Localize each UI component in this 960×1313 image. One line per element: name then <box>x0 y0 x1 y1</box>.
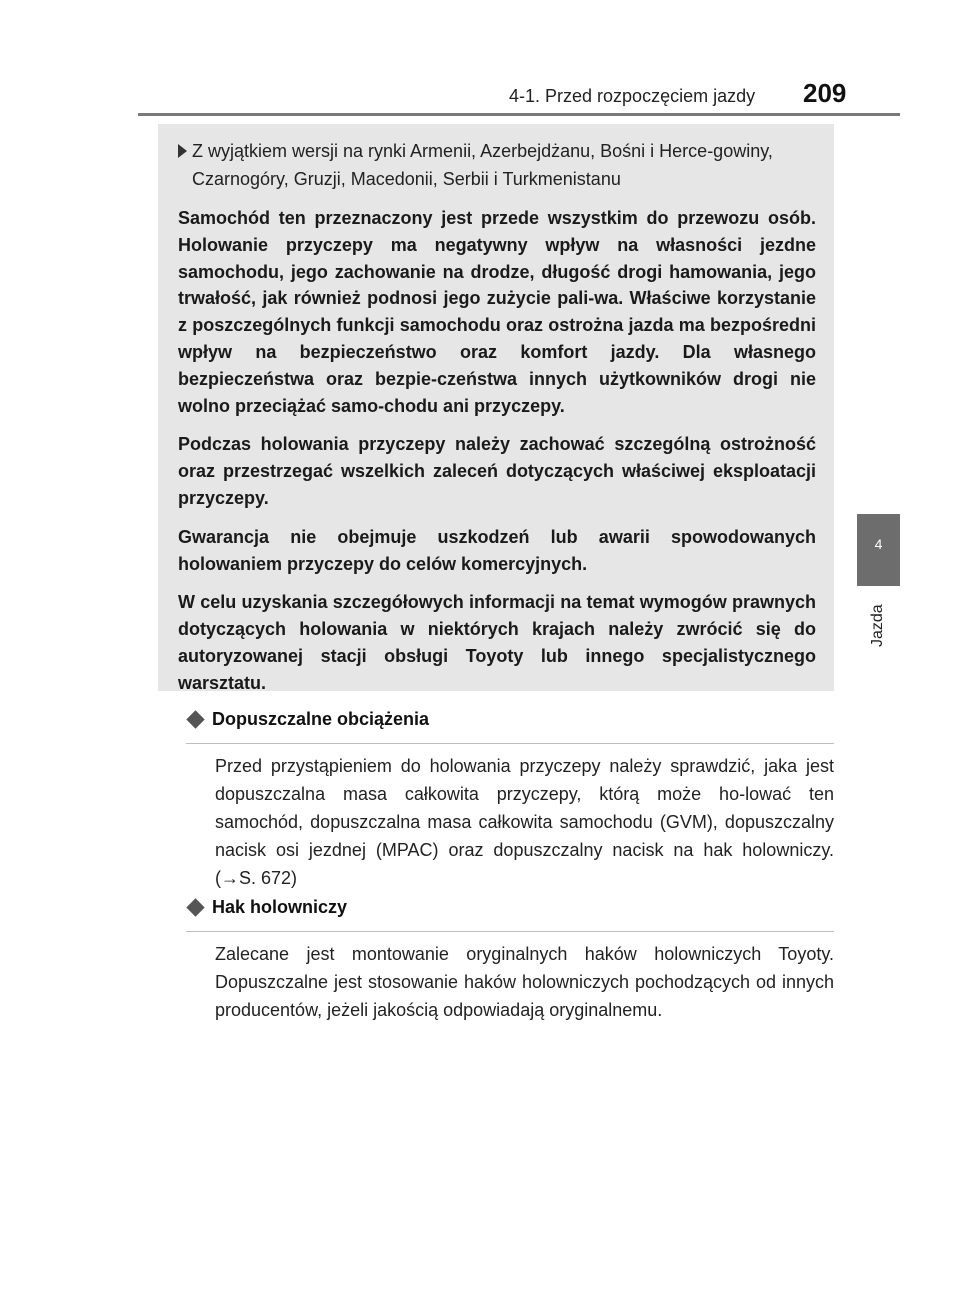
page-number: 209 <box>803 78 847 108</box>
diamond-icon <box>186 898 204 916</box>
section-body: Przed przystąpieniem do holowania przyczepy należy sprawdzić, jaka jest dopuszczalna masa całkowita przyczepy, którą może ho-lować ten samochód, dopuszczalna masa całkowita samochodu (GVM), dopuszczalny nacisk osi jezdnej (MPAC) oraz dopuszczalny nacisk na hak holowniczy. (→S. 672) <box>215 756 834 888</box>
notice-paragraph: Gwarancja nie obejmuje uszkodzeń lub awarii spowodowanych holowaniem przyczepy do celów komercyjnych. <box>178 526 816 574</box>
notice-bullet <box>178 137 816 193</box>
chapter-label: Jazda <box>869 604 886 648</box>
section-tow-hitch <box>186 892 834 1024</box>
section-title: Dopuszczalne obciążenia <box>212 708 430 729</box>
section-body: Zalecane jest montowanie oryginalnych haków holowniczych Toyoty. Dopuszczalne jest stosowanie haków holowniczych pochodzących od innych producentów, jeżeli jakością odpowiadają oryginalnemu. <box>215 944 834 1020</box>
section-divider <box>186 743 834 744</box>
chapter-tab[interactable] <box>857 514 900 586</box>
section-heading <box>186 892 834 922</box>
section-title: Hak holowniczy <box>212 896 348 917</box>
notice-paragraph: Podczas holowania przyczepy należy zachować szczególną ostrożność oraz przestrzegać wszelkich zaleceń dotyczących właściwej eksploatacji przyczepy. <box>178 434 816 508</box>
section-heading <box>186 704 834 734</box>
notice-paragraph: Samochód ten przeznaczony jest przede wszystkim do przewozu osób. Holowanie przyczepy ma negatywny wpływ na własności jezdne samochodu, jego zachowanie na drodze, długość drogi hamowania, jego trwałość, jak również podnosi jego zużycie pali-wa. Właściwe korzystanie z poszczególnych funkcji samochodu oraz ostrożna jazda ma bezpośredni wpływ na bezpieczeństwo oraz komfort jazdy. Dla własnego bezpieczeństwa oraz bezpie-czeństwa innych użytkowników drogi nie wolno przeciążać samo-chodu ani przyczepy. <box>178 208 816 416</box>
header-section-title: 4-1. Przed rozpoczęciem jazdy <box>509 86 756 106</box>
triangle-right-icon <box>178 144 187 158</box>
section-divider <box>186 931 834 932</box>
section-permissible-loads <box>186 704 834 892</box>
notice-paragraph: W celu uzyskania szczegółowych informacji na temat wymogów prawnych dotyczących holowania w niektórych krajach należy zwrócić się do autoryzowanej stacji obsługi Toyoty lub innego specjalistycznego warsztatu. <box>178 592 816 693</box>
chapter-number: 4 <box>874 536 883 552</box>
diamond-icon <box>186 710 204 728</box>
header-rule <box>138 113 900 116</box>
notice-bullet-text: Z wyjątkiem wersji na rynki Armenii, Azerbejdżanu, Bośni i Herce-gowiny, Czarnogóry, Gruzji, Macedonii, Serbii i Turkmenistanu <box>192 141 773 189</box>
notice-box <box>158 124 834 691</box>
